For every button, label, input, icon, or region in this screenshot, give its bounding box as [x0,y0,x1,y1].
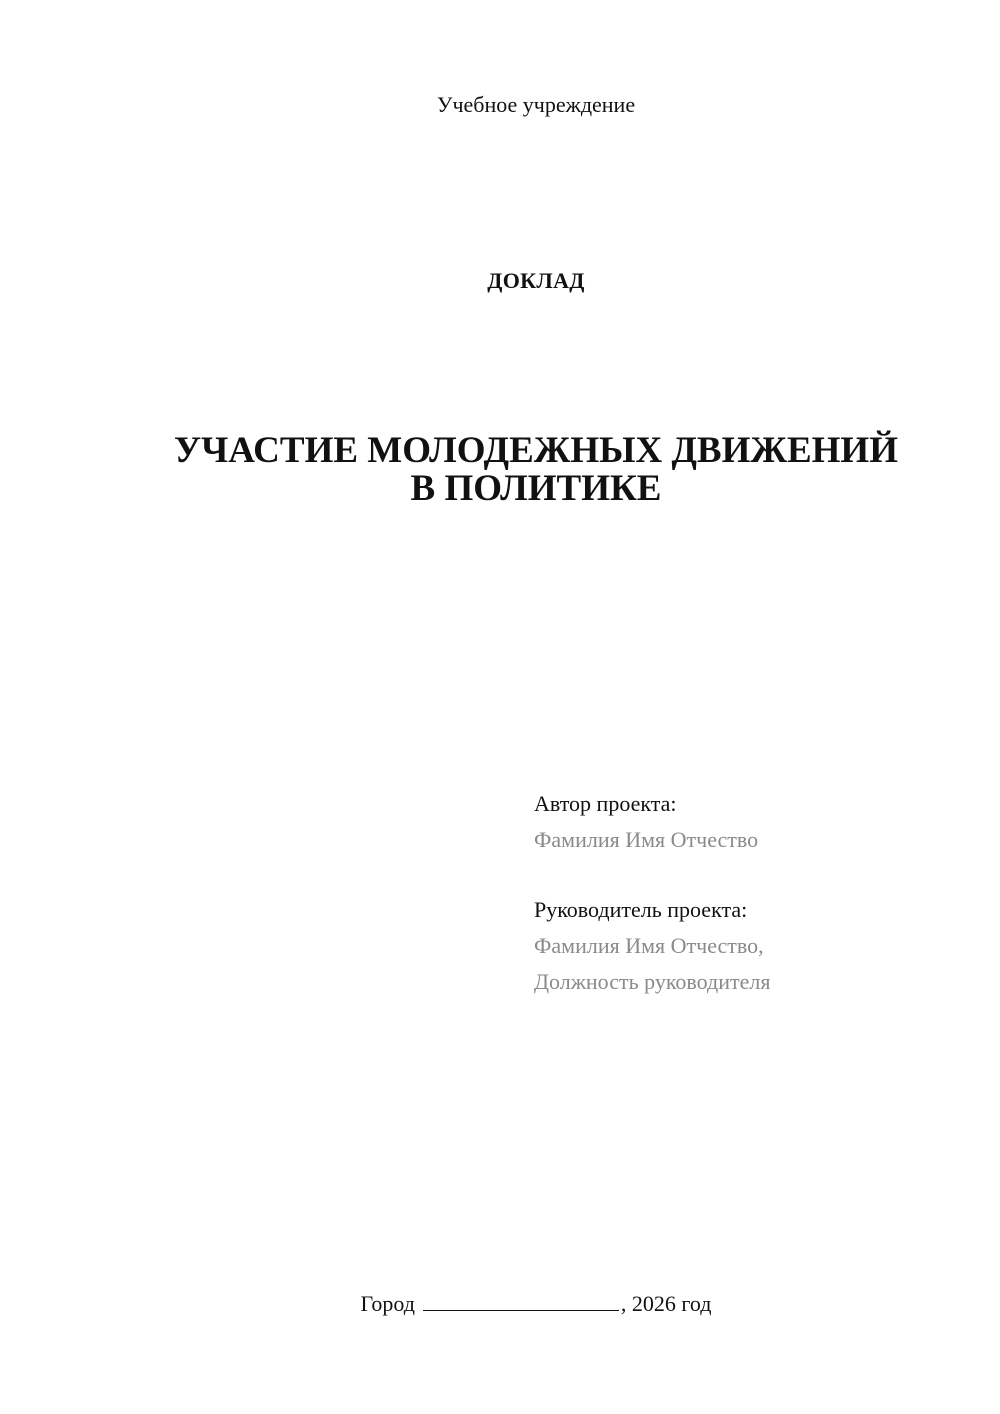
city-year-line [0,1288,1000,1320]
supervisor-position: Должность руководителя [534,969,771,994]
city-blank-field [423,1288,619,1311]
document-title-line-2: В ПОЛИТИКЕ [410,468,662,509]
credits-spacer [534,858,974,892]
document-type: ДОКЛАД [487,268,585,293]
author-label: Автор проекта: [534,791,677,816]
document-title [0,432,1000,508]
credits-block [534,786,974,1000]
author-name: Фамилия Имя Отчество [534,827,759,852]
supervisor-label: Руководитель проекта: [534,897,748,922]
institution-name: Учебное учреждение [436,92,636,117]
year-text: , 2026 год [620,1291,712,1316]
document-title-line-1: УЧАСТИЕ МОЛОДЕЖНЫХ ДВИЖЕНИЙ [174,430,898,471]
supervisor-name: Фамилия Имя Отчество, [534,933,764,958]
city-label: Город [360,1291,415,1316]
